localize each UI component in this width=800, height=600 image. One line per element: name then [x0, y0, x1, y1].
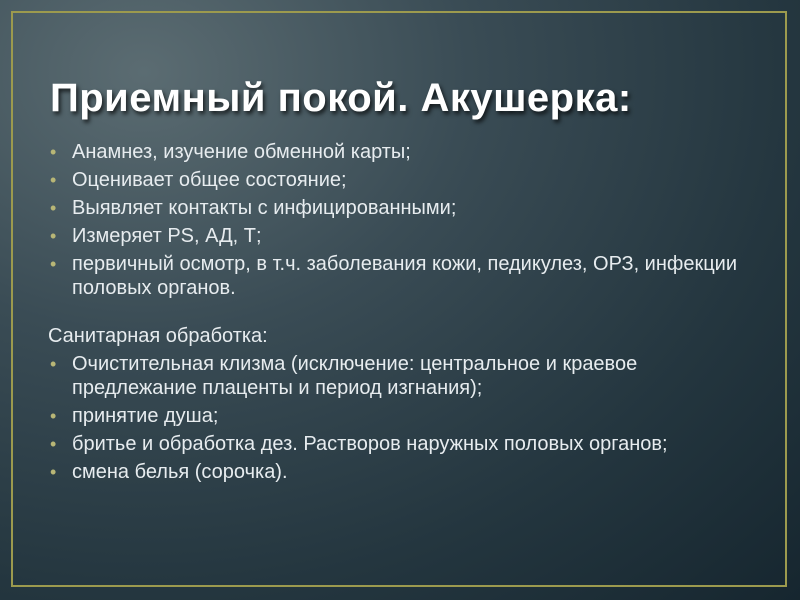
slide-title: Приемный покой. Акушерка:: [50, 76, 632, 120]
list-item: [48, 352, 738, 400]
bullet-icon: •: [50, 434, 57, 454]
list-item: [48, 432, 738, 456]
slide-content: [48, 140, 738, 488]
bullet-icon: •: [50, 462, 57, 482]
bullet-icon: •: [50, 226, 57, 246]
list-item-text: Оценивает общее состояние;: [72, 169, 347, 191]
list-item-text: смена белья (сорочка).: [72, 461, 288, 483]
list-item-text: Выявляет контакты с инфицированными;: [72, 197, 457, 219]
list-item: [48, 168, 738, 192]
bullet-icon: •: [50, 142, 57, 162]
bullet-icon: •: [50, 354, 57, 374]
list-item: [48, 140, 738, 164]
list-item-text: принятие душа;: [72, 405, 219, 427]
list-item: [48, 252, 738, 300]
list-item: [48, 404, 738, 428]
sanitary-treatment-list: [48, 352, 738, 484]
list-item: [48, 460, 738, 484]
sanitary-treatment-heading: Санитарная обработка:: [48, 325, 268, 347]
list-item-text: Анамнез, изучение обменной карты;: [72, 141, 411, 163]
assessment-list: [48, 140, 738, 300]
list-item: [48, 224, 738, 248]
list-item-text: первичный осмотр, в т.ч. заболевания кожи, педикулез, ОРЗ, инфекции половых органов.: [72, 253, 738, 299]
bullet-icon: •: [50, 170, 57, 190]
bullet-icon: •: [50, 254, 57, 274]
bullet-icon: •: [50, 406, 57, 426]
list-item-text: Измеряет PS, АД, Т;: [72, 225, 262, 247]
list-item-text: Очистительная клизма (исключение: центральное и краевое предлежание плаценты и период изгнания);: [72, 353, 638, 399]
list-item-text: бритье и обработка дез. Растворов наружных половых органов;: [72, 433, 668, 455]
bullet-icon: •: [50, 198, 57, 218]
list-item: [48, 196, 738, 220]
